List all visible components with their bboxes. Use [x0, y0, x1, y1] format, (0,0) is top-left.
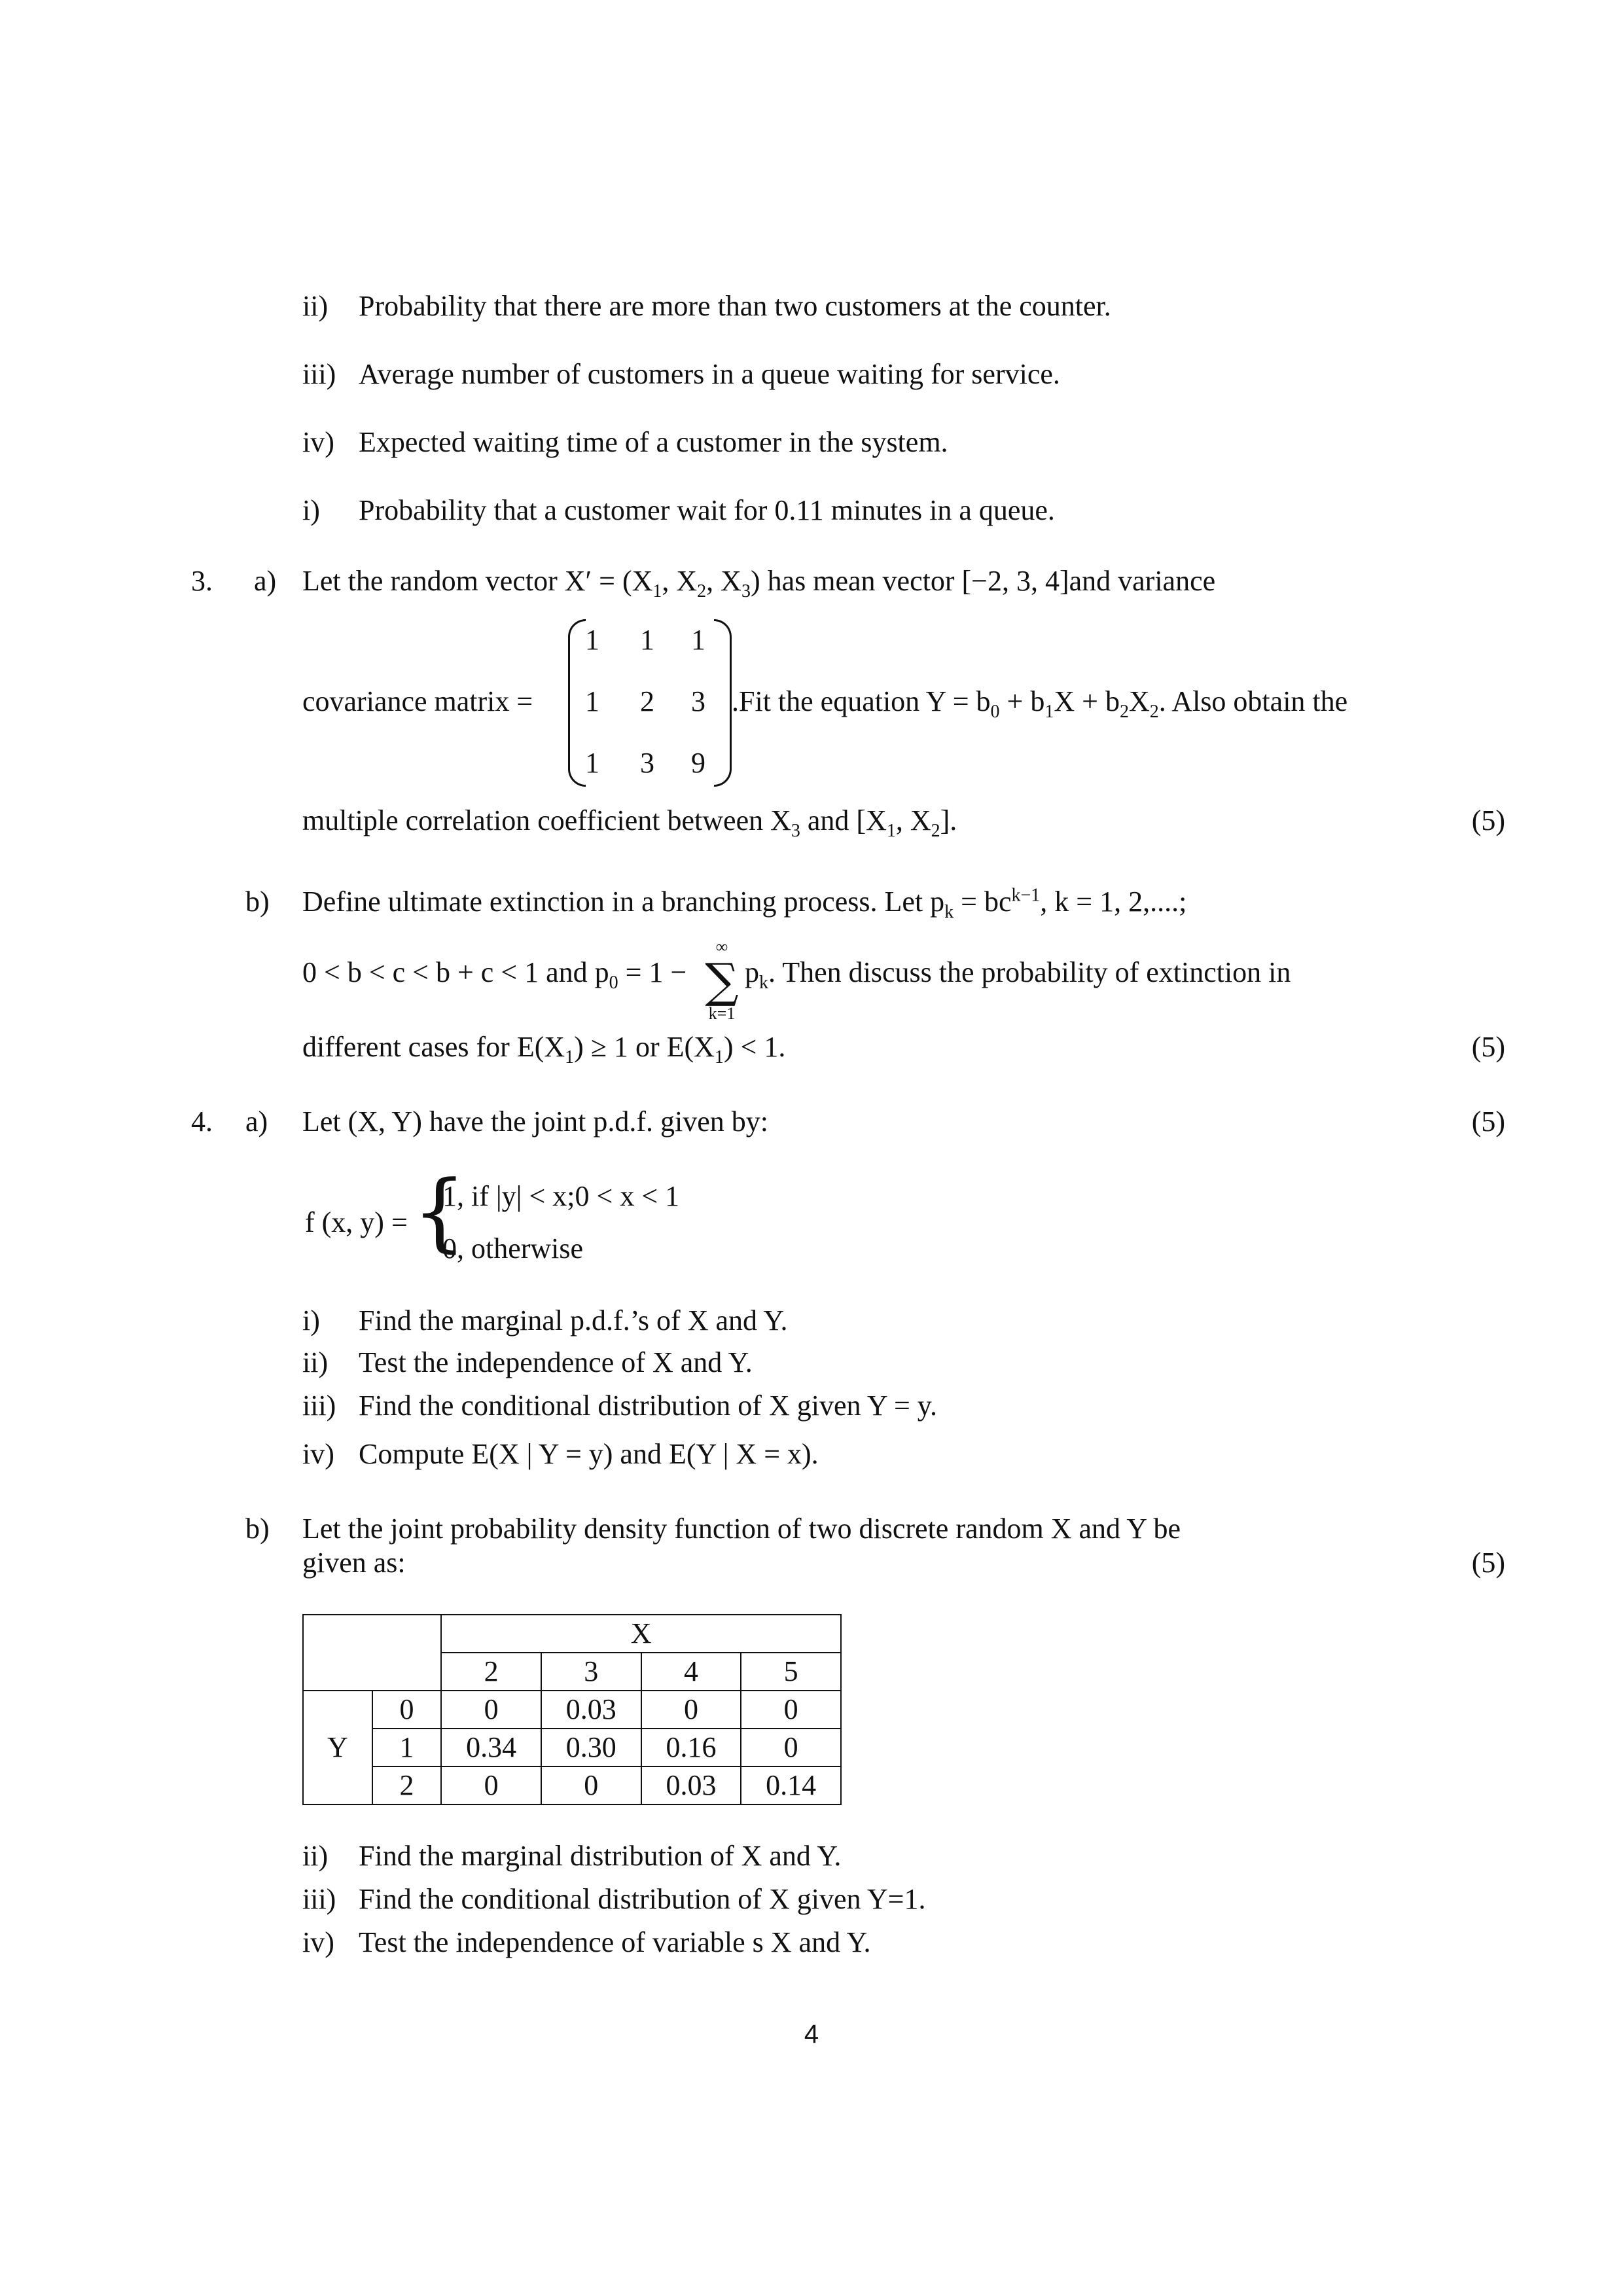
q4b-line2: given as: [302, 1547, 406, 1579]
part-label: a) [245, 1105, 268, 1138]
q4b-line1: Let the joint probability density function of two discrete random X and Y be [302, 1513, 1181, 1545]
case-1: 1, if |y| < x;0 < x < 1 [442, 1180, 680, 1212]
q4a-item-text: Compute E(X | Y = y) and E(Y | X = x). [359, 1438, 819, 1470]
table-cell: 0 [641, 1691, 741, 1729]
page-number: 4 [804, 2020, 819, 2049]
q2-item-num: iv) [302, 426, 334, 458]
q3b-line2: 0 < b < c < b + c < 1 and $p_0 = 1$ − [302, 956, 687, 993]
q4a-item-num: iv) [302, 1438, 334, 1470]
table-corner [303, 1615, 441, 1691]
table-cell: 0.34 [441, 1729, 541, 1767]
q3a-line1: Let the random vector $X' = (X_1$, $X_2$, $X_3$) has mean vector [−2, 3, 4]and variance [302, 565, 1216, 601]
q3b-line2-tail: $p_k$. Then discuss the probability of extinction in [745, 956, 1291, 993]
q3b-line3: different cases for $E(X_1) \ge 1$ or $E(X_1) < 1$. [302, 1031, 786, 1067]
table-cell: 0.03 [541, 1691, 641, 1729]
marks: (5) [1471, 1105, 1505, 1138]
marks: (5) [1471, 1547, 1505, 1579]
q4a-item-text: Find the conditional distribution of X given Y = y. [359, 1390, 937, 1422]
q2-item-num: iii) [302, 358, 336, 390]
marks: (5) [1471, 804, 1505, 836]
q4a-item-text: Find the marginal p.d.f.’s of X and Y. [359, 1304, 788, 1336]
q3b-line1: Define ultimate extinction in a branching process. Let $p_k = bc^{k-1}$, k = 1, 2,....; [302, 885, 1187, 922]
fit-equation: .Fit the equation $Y = b_0 + b_1X + b_2X_2$. Also obtain the [732, 685, 1348, 722]
x-header: X [441, 1615, 841, 1653]
part-label: b) [245, 1513, 270, 1545]
left-brace: { [412, 1162, 467, 1261]
table-cell: 0 [741, 1691, 841, 1729]
x-value: 2 [441, 1653, 541, 1691]
q3a-line3: multiple correlation coefficient between $X_3$ and [$X_1$, $X_2$]. [302, 804, 957, 841]
q4a-intro: Let (X, Y) have the joint p.d.f. given by: [302, 1105, 768, 1138]
table-cell: 0 [441, 1767, 541, 1804]
q2-item-text: Expected waiting time of a customer in the system. [359, 426, 948, 458]
x-value: 3 [541, 1653, 641, 1691]
q4b-item-num: iv) [302, 1926, 334, 1958]
table-row [303, 1691, 841, 1729]
marks: (5) [1471, 1031, 1505, 1063]
y-header: Y [303, 1691, 372, 1804]
table-cell: 0 [441, 1691, 541, 1729]
q2-item-text: Probability that a customer wait for 0.11 minutes in a queue. [359, 494, 1055, 526]
table-row [303, 1767, 841, 1804]
case-2: 0, otherwise [442, 1232, 584, 1265]
cov-label: covariance matrix = [302, 685, 533, 717]
x-value: 4 [641, 1653, 741, 1691]
q2-item-num: i) [302, 494, 320, 526]
table-cell: 0 [541, 1767, 641, 1804]
q4a-item-num: ii) [302, 1346, 329, 1378]
part-label: b) [245, 886, 270, 918]
q4b-item-text: Test the independence of variable s X and Y. [359, 1926, 871, 1958]
q4b-item-text: Find the marginal distribution of X and Y. [359, 1840, 842, 1872]
q2-item-num: ii) [302, 290, 329, 322]
q4b-item-num: ii) [302, 1840, 329, 1872]
table-cell: 0.14 [741, 1767, 841, 1804]
y-value: 0 [372, 1691, 442, 1729]
y-value: 1 [372, 1729, 442, 1767]
question-number: 3. [191, 565, 213, 597]
q2-item-text: Average number of customers in a queue waiting for service. [359, 358, 1060, 390]
table-row [303, 1729, 841, 1767]
joint-probability-table [302, 1614, 842, 1805]
question-number: 4. [191, 1105, 213, 1138]
fxy-label: f (x, y) = [305, 1206, 408, 1238]
summation: ∞ ∑ k=1 [705, 937, 739, 1023]
part-label: a) [254, 565, 277, 597]
q4a-item-num: iii) [302, 1390, 336, 1422]
q4b-item-text: Find the conditional distribution of X given Y=1. [359, 1883, 926, 1915]
q4a-item-text: Test the independence of X and Y. [359, 1346, 753, 1378]
table-cell: 0.30 [541, 1729, 641, 1767]
x-value: 5 [741, 1653, 841, 1691]
q2-item-text: Probability that there are more than two customers at the counter. [359, 290, 1111, 322]
table-cell: 0 [741, 1729, 841, 1767]
q4b-item-num: iii) [302, 1883, 336, 1915]
table-row [303, 1615, 841, 1653]
covariance-matrix: 1 1 1 1 2 3 1 3 9 [568, 619, 732, 783]
table-cell: 0.16 [641, 1729, 741, 1767]
y-value: 2 [372, 1767, 442, 1804]
table-cell: 0.03 [641, 1767, 741, 1804]
q4a-item-num: i) [302, 1304, 320, 1336]
